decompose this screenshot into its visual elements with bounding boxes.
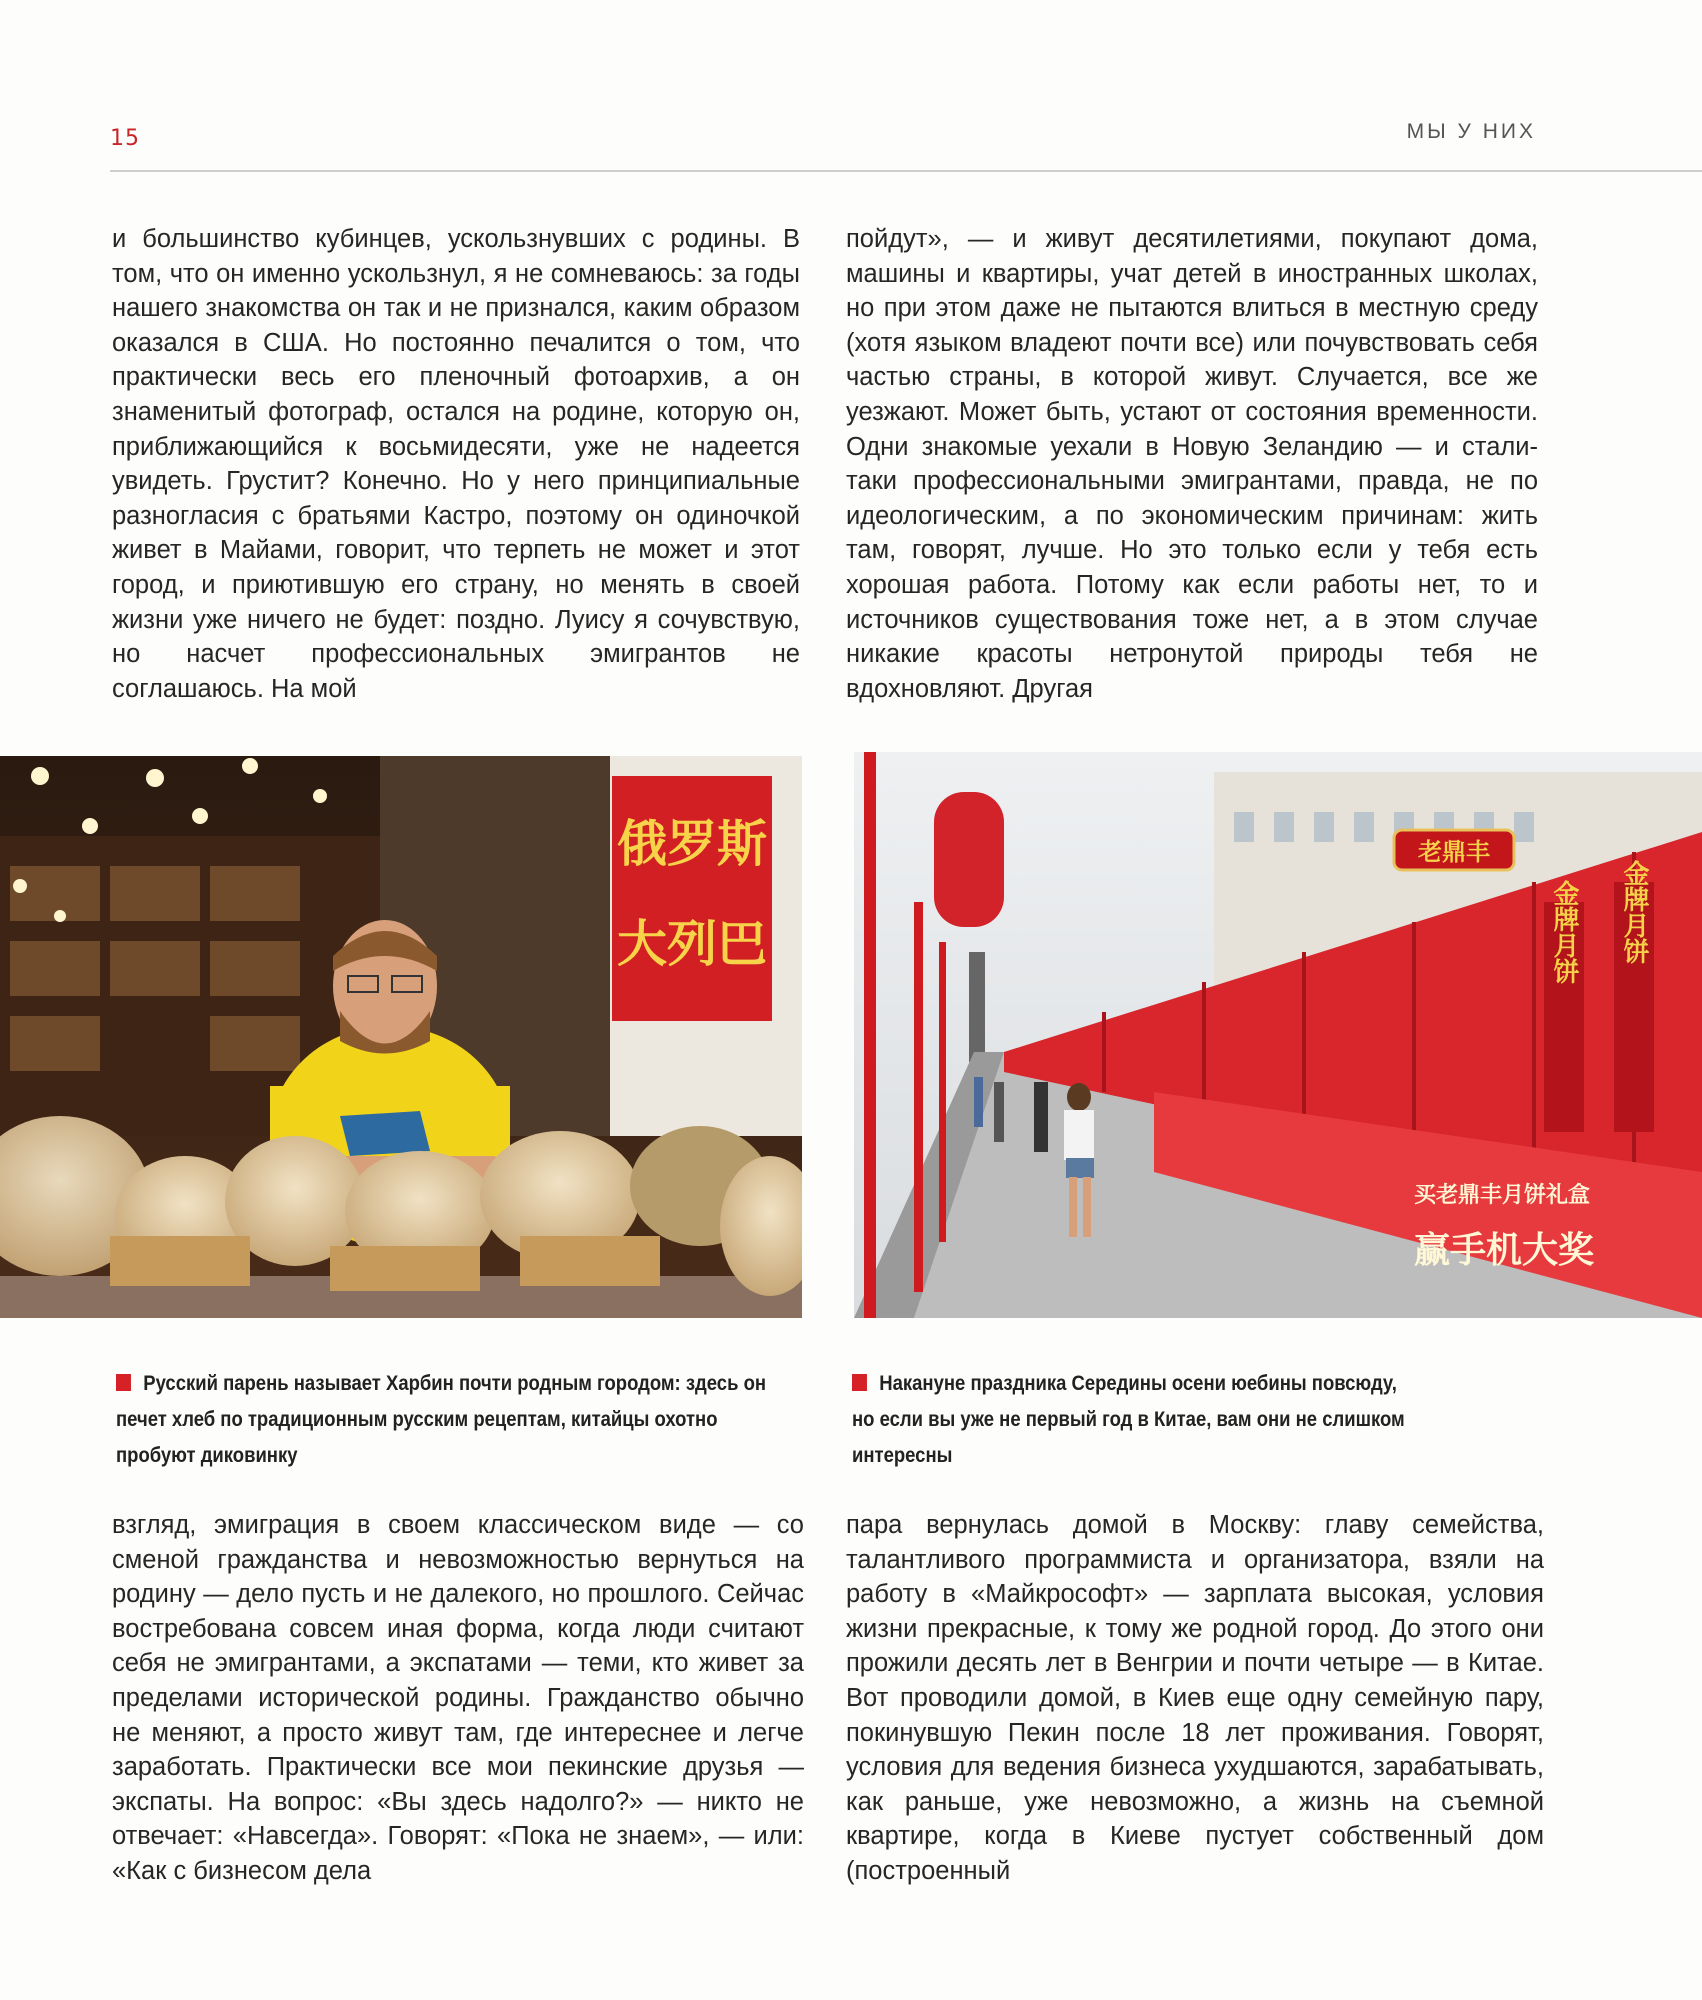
caption-left [116, 1366, 767, 1474]
shop-sign-line2: 大列巴 [617, 915, 767, 973]
header-rule [110, 170, 1702, 172]
text-column-bottom-left [112, 1508, 804, 1928]
paragraph: пойдут», — и живут десятилетиями, покупают дома, машины и квартиры, учат детей в иностранных школах, но при этом даже не пытаются влиться в местную среду (хотя языком владеют почти все) или почувствовать себя частью страны, в которой живут. Случается, все же уезжают. Может быть, устают от состояния временности. Одни знакомые уехали в Новую Зеландию — и стали-таки профессиональными эмигрантами, правда, не по идеологическим, а по экономическим причинам: жить там, говорят, лучше. Но это только если у тебя есть хорошая работа. Потому как если работы нет, то и источников существования тоже нет, а в этом случае никакие красоты нетронутой природы тебя не вдохновляют. Другая [846, 225, 1538, 703]
shop-sign [612, 776, 772, 1021]
text-column-top-right [846, 222, 1538, 708]
caption-marker [852, 1374, 867, 1391]
caption-text: Русский парень называет Харбин почти родным городом: здесь он печет хлеб по традиционным русским рецептам, китайцы охотно пробуют диковинку [116, 1372, 767, 1467]
vertical-banner-1: 金牌月饼 [1549, 880, 1579, 984]
text-column-top-left [112, 222, 800, 708]
caption-text: Накануне праздника Середины осени юебины повсюду, но если вы уже не первый год в Китае, вам они не слишком интересны [852, 1372, 1405, 1467]
stall-sign-text: 老鼎丰 [1418, 838, 1490, 866]
paragraph: и большинство кубинцев, ускользнувших с родины. В том, что он именно ускользнул, я не сомневаюсь: за годы нашего знакомства он так и не признался, каким образом оказался в США. Но постоянно печалится о том, что практически весь его пленочный фотоархив, а он знаменитый фотограф, остался на родине, которую он, приближающийся к восьмидесяти, уже не надеется увидеть. Грустит? Конечно. Но у него принципиальные разногласия с братьями Кастро, поэтому он одиночкой живет в Майами, говорит, что терпеть не может и этот город, и приютившую его страну, но менять в своей жизни уже ничего не будет: поздно. Луису я сочувствую, но насчет профессиональных эмигрантов не соглашаюсь. На мой [112, 225, 800, 703]
text-column-bottom-right [846, 1508, 1544, 1928]
photo-street-market [854, 752, 1702, 1318]
caption-right [852, 1366, 1415, 1474]
caption-marker [116, 1374, 131, 1391]
vertical-banner-2: 金牌月饼 [1619, 860, 1649, 964]
prize-banner: 赢手机大奖 [1414, 1230, 1595, 1271]
paragraph: взгляд, эмиграция в своем классическом виде — со сменой гражданства и невозможностью вернуться на родину — дело пусть и не далекого, но прошлого. Сейчас востребована совсем иная форма, когда люди считают себя не эмигрантами, а экспатами — теми, кто живет за пределами исторической родины. Гражданство обычно не меняют, а просто живут там, где интереснее и легче заработать. Практически все мои пекинские друзья — экспаты. На вопрос: «Вы здесь надолго?» — никто не отвечает: «Навсегда». Говорят: «Пока не знаем», — или: «Как с бизнесом дела [112, 1511, 804, 1885]
page-number: 15 [110, 126, 140, 151]
paragraph: пара вернулась домой в Москву: главу семейства, талантливого программиста и организатора, взяли на работу в «Майкрософт» — зарплата высокая, условия жизни прекрасные, к тому же родной город. До этого они прожили десять лет в Венгрии и почти четыре — в Китае. Вот проводили домой, в Киев еще одну семейную пару, покинувшую Пекин после 18 лет проживания. Говорят, условия для ведения бизнеса ухудшаются, зарабатывать, как раньше, уже невозможно, а жизнь на съемной квартире, когда в Киеве пустует собственный дом (построенный [846, 1511, 1544, 1885]
photo-bakery [0, 756, 802, 1318]
promo-banner: 买老鼎丰月饼礼盒 [1414, 1183, 1591, 1208]
running-head: МЫ У НИХ [1406, 120, 1536, 143]
shop-sign-line1: 俄罗斯 [617, 815, 767, 873]
